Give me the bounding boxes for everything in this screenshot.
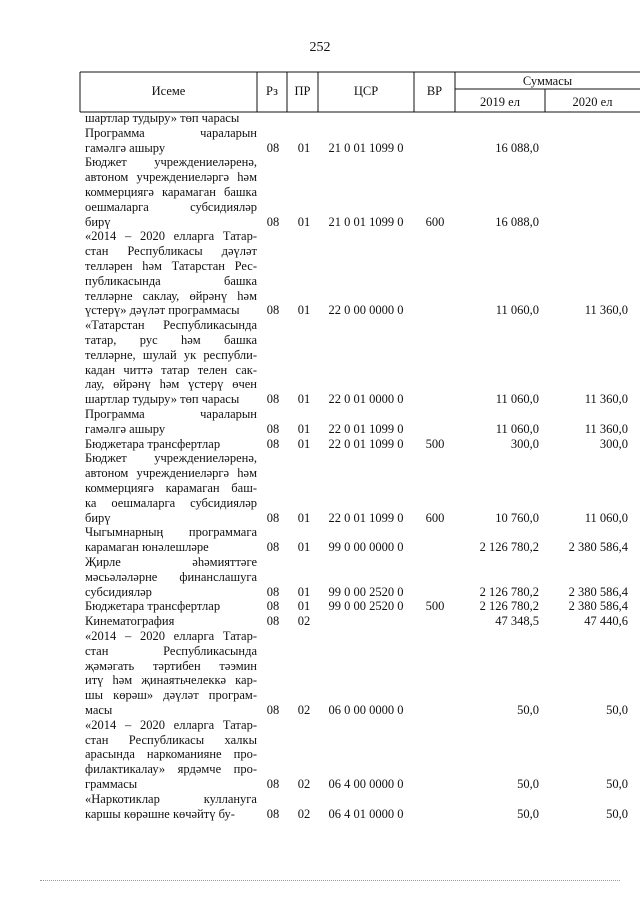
row-name-line: масы [85, 702, 113, 717]
row-pr: 01 [297, 421, 311, 436]
row-name-line: Бюджетара трансфертлар [85, 599, 221, 614]
row-sum-2020: 2 380 586,4 [568, 584, 628, 599]
row-sum-2019: 11 060,0 [495, 303, 539, 318]
row-name-line: шартлар тудыру» төп чарасы [85, 392, 240, 407]
table-row [0, 111, 640, 126]
row-csr: 22 0 01 1099 0 [328, 510, 404, 525]
row-rz: 08 [266, 421, 280, 436]
row-pr: 01 [297, 140, 311, 155]
row-vr: 600 [425, 214, 445, 229]
row-pr: 01 [297, 392, 311, 407]
row-name-line: публикасында башка [85, 273, 257, 288]
row-csr: 22 0 01 0000 0 [328, 392, 404, 407]
row-name [85, 155, 257, 229]
row-rz: 08 [266, 584, 280, 599]
row-name-line: Программа чараларын [85, 125, 257, 140]
row-name-line: коммерциягә карамаган баш- [85, 480, 257, 495]
row-sum-2020: 50,0 [606, 703, 628, 717]
row-csr: 22 0 00 0000 0 [328, 303, 404, 318]
row-pr: 01 [297, 510, 311, 525]
row-sum-2019: 50,0 [517, 776, 539, 791]
row-name-line: Бюджет учреждениеләренә, [85, 451, 257, 466]
row-pr: 02 [297, 703, 311, 717]
header-sums: Суммасы [522, 74, 573, 88]
row-name [85, 614, 257, 629]
row-sum-2020: 11 360,0 [584, 421, 628, 436]
row-name-line: оешмаларга субсидияләр [85, 199, 257, 214]
row-csr: 06 0 00 0000 0 [328, 703, 404, 717]
row-name-line: Бюджетара трансфертлар [85, 436, 221, 451]
table-row [0, 126, 640, 156]
row-name [85, 407, 257, 437]
table-row [0, 718, 640, 792]
row-name-line: стан Республикасы халкы [85, 732, 257, 747]
row-rz: 08 [266, 540, 280, 555]
header-name: Исеме [151, 84, 186, 98]
row-name-line: гамәлгә ашыру [85, 421, 166, 436]
row-rz: 08 [266, 806, 280, 821]
row-pr: 01 [297, 214, 311, 229]
row-pr: 02 [297, 776, 311, 791]
row-name-line: филактикалау» ярдәмче про- [85, 762, 257, 777]
row-name [85, 318, 257, 407]
row-name-line: карамаган юнәлешләре [85, 540, 209, 555]
row-sum-2019: 47 348,5 [495, 614, 539, 629]
row-rz: 08 [266, 614, 280, 629]
table-row [0, 614, 640, 629]
row-name-line: «2014 – 2020 елларга Татар- [85, 229, 257, 244]
row-name [85, 555, 257, 599]
row-csr: 99 0 00 2520 0 [328, 599, 404, 614]
row-name-line: телләрне, шулай ук республи- [85, 347, 257, 362]
row-sum-2020: 300,0 [599, 436, 628, 451]
row-pr: 01 [297, 303, 311, 318]
row-name [85, 229, 257, 318]
row-sum-2020: 11 360,0 [584, 392, 628, 407]
row-name-line: лау, өйрәнү һәм үстерү өчен [85, 377, 257, 392]
row-name-line: субсидияләр [85, 584, 152, 599]
header-year-2019: 2019 ел [480, 95, 520, 109]
row-name-line: стан Республикасында [85, 643, 257, 658]
row-pr: 01 [297, 599, 311, 614]
row-sum-2020: 50,0 [606, 776, 628, 791]
row-rz: 08 [266, 303, 280, 318]
row-name [85, 525, 257, 555]
header-vr: ВР [426, 84, 443, 98]
row-sum-2020: 11 060,0 [584, 510, 628, 525]
row-sum-2019: 300,0 [510, 436, 539, 451]
table-row [0, 555, 640, 599]
row-pr: 01 [297, 436, 311, 451]
row-name-line: җәмәгать тәртибен тәэмин [85, 658, 257, 673]
row-sum-2020: 2 380 586,4 [568, 599, 628, 614]
row-sum-2020: 50,0 [606, 806, 628, 821]
row-name-line: Бюджет учреждениеләренә, [85, 155, 257, 170]
row-sum-2019: 50,0 [517, 806, 539, 821]
row-name-line: ка оешмаларга субсидияләр [85, 495, 257, 510]
row-name-line: коммерциягә карамаган башка [85, 184, 257, 199]
row-csr: 06 4 00 0000 0 [328, 776, 404, 791]
row-rz: 08 [266, 703, 280, 717]
row-sum-2019: 11 060,0 [495, 392, 539, 407]
header-pr: ПР [294, 84, 311, 98]
row-csr: 22 0 01 1099 0 [328, 421, 404, 436]
row-name-line: автоном учреждениеләргә һәм [85, 170, 257, 185]
table-row [0, 792, 640, 822]
table-row [0, 629, 640, 718]
row-pr: 01 [297, 540, 311, 555]
row-sum-2019: 16 088,0 [495, 140, 539, 155]
row-rz: 08 [266, 140, 280, 155]
row-name-line: автоном учреждениеләргә һәм [85, 466, 257, 481]
row-name-line: телләрне саклау, өйрәнү һәм [85, 288, 257, 303]
table-row [0, 525, 640, 555]
row-csr: 99 0 00 0000 0 [328, 540, 404, 555]
row-name [85, 792, 257, 822]
row-name-line: итү һәм җинаятьчелеккә кар- [85, 673, 257, 688]
row-name-line: татар, рус һәм башка [85, 332, 257, 347]
row-rz: 08 [266, 510, 280, 525]
header-rz: Рз [266, 84, 278, 98]
row-name-line: гамәлгә ашыру [85, 140, 166, 155]
row-name [85, 126, 257, 156]
header-csr: ЦСР [353, 84, 379, 98]
row-sum-2019: 16 088,0 [495, 214, 539, 229]
row-pr: 02 [297, 806, 311, 821]
row-name-line: кадан читтә татар телен сак- [85, 362, 257, 377]
row-name [85, 599, 257, 614]
row-name-line: арасында наркоманияне про- [85, 747, 257, 762]
row-name-line: үстерү» дәүләт программасы [85, 303, 240, 318]
row-csr: 21 0 01 1099 0 [328, 214, 404, 229]
table-row [0, 318, 640, 407]
row-name-line: граммасы [85, 776, 138, 791]
row-vr: 500 [425, 599, 445, 614]
row-name [85, 111, 257, 126]
row-sum-2019: 50,0 [517, 703, 539, 717]
header-year-2020: 2020 ел [572, 95, 613, 109]
row-name [85, 718, 257, 792]
row-sum-2019: 10 760,0 [495, 510, 539, 525]
row-name-line: каршы көрәшне көчәйтү бу- [85, 806, 235, 821]
row-name [85, 451, 257, 525]
row-name-line: телләрен һәм Татарстан Рес- [85, 258, 257, 273]
row-name [85, 437, 257, 452]
row-name-line: «2014 – 2020 елларга Татар- [85, 629, 257, 643]
row-vr: 600 [425, 510, 445, 525]
table-row [0, 599, 640, 614]
row-csr: 22 0 01 1099 0 [328, 436, 404, 451]
table-row [0, 451, 640, 525]
row-sum-2019: 2 126 780,2 [479, 584, 539, 599]
page-number: 252 [309, 40, 331, 55]
row-csr: 21 0 01 1099 0 [328, 140, 404, 155]
row-name-line: мәсьәләләрне финанслашуга [85, 569, 257, 584]
table-row [0, 155, 640, 229]
row-sum-2020: 47 440,6 [584, 614, 628, 629]
row-name-line: Чыгымнарның программага [85, 525, 257, 540]
row-name-line: «2014 – 2020 елларга Татар- [85, 717, 257, 732]
table-row [0, 437, 640, 452]
row-csr: 99 0 00 2520 0 [328, 584, 404, 599]
row-sum-2019: 2 126 780,2 [479, 540, 539, 555]
row-name [85, 629, 257, 718]
row-name-line: Кинематография [85, 614, 175, 629]
row-sum-2019: 2 126 780,2 [479, 599, 539, 614]
row-rz: 08 [266, 214, 280, 229]
row-rz: 08 [266, 392, 280, 407]
row-name-line: шы көрәш» дәүләт програм- [85, 688, 257, 703]
row-name-line: «Наркотиклар куллануга [85, 791, 257, 806]
row-name-line: бирү [85, 214, 111, 229]
row-pr: 01 [297, 584, 311, 599]
row-name-line: стан Республикасы дәүләт [85, 244, 257, 259]
row-name-line: «Татарстан Республикасында [85, 318, 257, 333]
row-csr: 06 4 01 0000 0 [328, 806, 404, 821]
row-sum-2020: 11 360,0 [584, 303, 628, 318]
row-rz: 08 [266, 599, 280, 614]
row-name-line: шартлар тудыру» төп чарасы [85, 111, 240, 125]
table-row [0, 407, 640, 437]
row-pr: 02 [297, 614, 311, 629]
row-rz: 08 [266, 776, 280, 791]
row-sum-2019: 11 060,0 [495, 421, 539, 436]
row-vr: 500 [425, 436, 445, 451]
row-sum-2020: 2 380 586,4 [568, 540, 628, 555]
row-name-line: Программа чараларын [85, 407, 257, 421]
table-row [0, 229, 640, 318]
row-rz: 08 [266, 436, 280, 451]
row-name-line: Җирле әһәмияттәге [85, 555, 257, 569]
row-name-line: бирү [85, 510, 111, 525]
page-bottom-rule [40, 880, 620, 881]
